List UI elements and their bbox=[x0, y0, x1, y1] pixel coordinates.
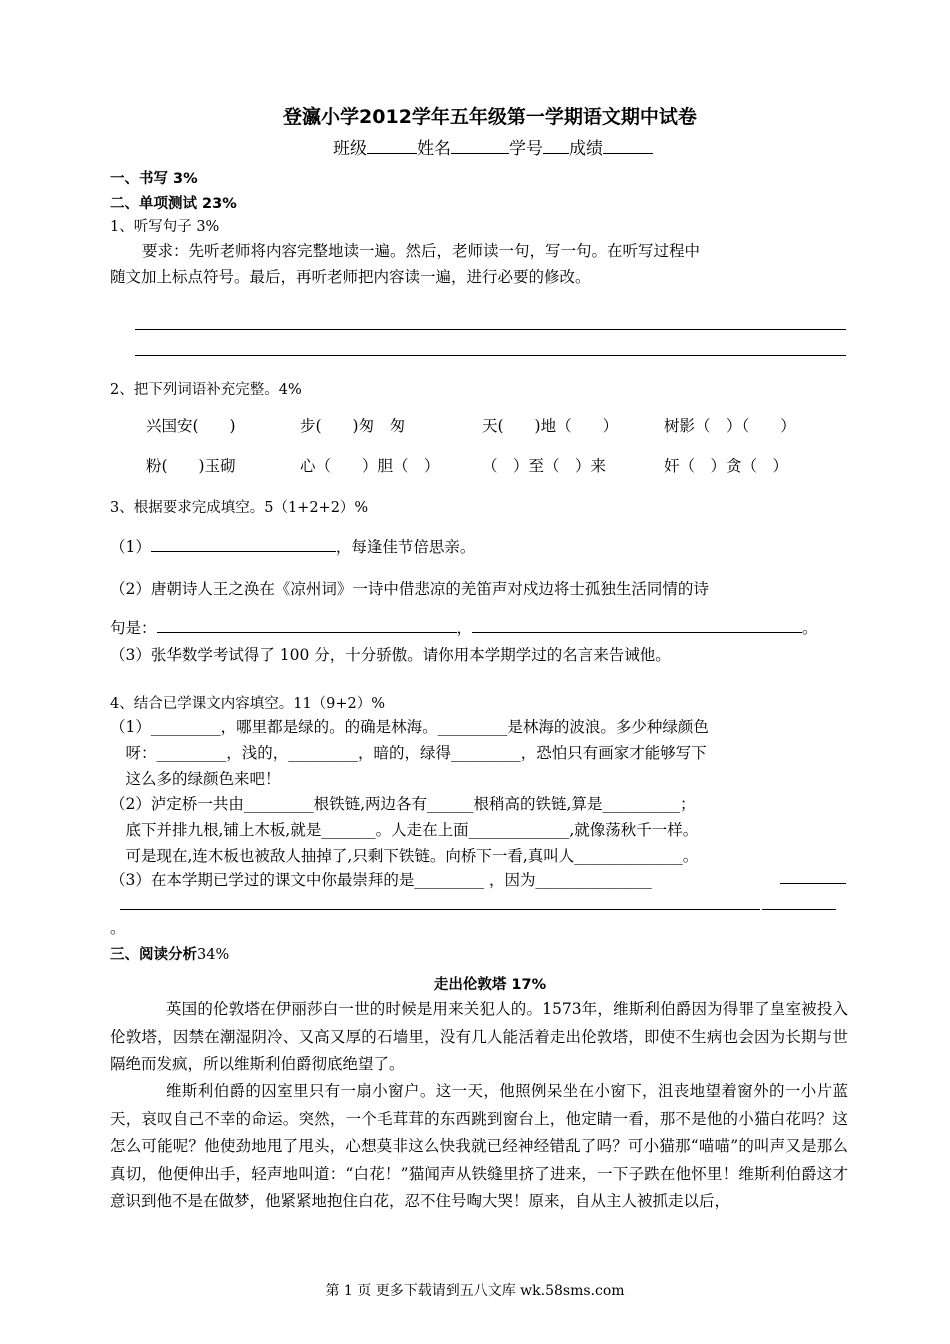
name-blank[interactable] bbox=[451, 152, 509, 154]
q4-line[interactable]: （1）_________，哪里都是绿的。的确是林海。_________是林海的波浪。多少种绿颜色 bbox=[110, 718, 709, 736]
q3-item-1-label: （1） bbox=[110, 538, 151, 556]
q3-item-2-prefix: 句是： bbox=[110, 619, 157, 637]
idiom-3[interactable]: 天( )地（ ） bbox=[482, 417, 619, 435]
q4-answer-line-end[interactable] bbox=[780, 883, 846, 884]
q4-line[interactable]: 呀：_________，浅的，_________，暗的，绿得_________，恐怕只有画家才能够写下 bbox=[110, 744, 707, 762]
q4-line[interactable]: （2）泸定桥一共由_________根铁链,两边各有______根稍高的铁链,算是__________； bbox=[110, 795, 696, 813]
student-info-fields bbox=[333, 134, 653, 159]
q3-title: 3、根据要求完成填空。5（1+2+2）% bbox=[110, 500, 369, 516]
page-title: 登瀛小学2012学年五年级第一学期语文期中试卷 bbox=[283, 106, 697, 128]
idiom-6[interactable]: 心（ ）胆（ ） bbox=[300, 457, 440, 475]
q3-item-2-comma: ， bbox=[456, 619, 473, 637]
class-blank[interactable] bbox=[367, 152, 417, 154]
q1-title: 1、听写句子 3% bbox=[110, 219, 220, 235]
section-3-heading bbox=[110, 943, 229, 964]
passage-paragraph-1: 英国的伦敦塔在伊丽莎白一世的时候是用来关犯人的。1573年，维斯利伯爵因为得罪了皇室被投入伦敦塔，因禁在潮湿阴冷、又高又厚的石墙里，没有几人能活着走出伦敦塔，即使不生病也会因为长期与世隔绝而发疯，所以维斯利伯爵彻底绝望了。 bbox=[110, 1000, 848, 1073]
passage-paragraph-2: 维斯利伯爵的囚室里只有一扇小窗户。这一天，他照例呆坐在小窗下，沮丧地望着窗外的一小片蓝天，哀叹自己不幸的命运。突然，一个毛茸茸的东西跳到窗台上，他定睛一看，那不是他的小猫白花吗？这怎么可能呢？他使劲地甩了甩头，心想莫非这么快我就已经神经错乱了吗？可小猫那“喵喵”的叫声又是那么真切，他便伸出手，轻声地叫道：“白花！”猫闻声从铁缝里挤了进来，一下子跌在他怀里！维斯利伯爵这才意识到他不是在做梦，他紧紧地抱住白花，忍不住号啕大哭！原来，自从主人被抓走以后， bbox=[110, 1082, 848, 1210]
q3-item-2-answer bbox=[110, 616, 818, 638]
q4-title: 4、结合已学课文内容填空。11（9+2）% bbox=[110, 696, 386, 712]
dictation-line-2[interactable] bbox=[135, 355, 846, 356]
name-label: 姓名 bbox=[417, 139, 451, 159]
section-2-heading: 二、单项测试 23% bbox=[110, 196, 237, 212]
q2-title: 2、把下列词语补充完整。4% bbox=[110, 382, 302, 398]
idiom-2[interactable]: 步( )匆 匆 bbox=[300, 417, 406, 435]
q3-item-2-end: 。 bbox=[802, 619, 818, 637]
section-3-heading-text: 三、阅读分析 bbox=[110, 947, 197, 963]
q3-item-1 bbox=[110, 535, 475, 557]
idiom-4[interactable]: 树影（ ）（ ） bbox=[664, 417, 796, 435]
passage-title: 走出伦敦塔 17% bbox=[433, 977, 547, 993]
q4-line: 这么多的绿颜色来吧！ bbox=[110, 770, 281, 788]
score-label: 成绩 bbox=[569, 139, 603, 159]
q4-line[interactable]: 底下并排九根,铺上木板,就是_______。人走在上面_____________,就像荡秋千一样。 bbox=[110, 821, 699, 839]
idiom-8[interactable]: 奸（ ）贪（ ） bbox=[664, 457, 789, 475]
q3-item-2-text: （2）唐朝诗人王之涣在《凉州词》一诗中借悲凉的羌笛声对戍边将士孤独生活同情的诗 bbox=[110, 580, 709, 598]
student-number-blank[interactable] bbox=[543, 152, 569, 154]
idiom-1[interactable]: 兴国安( ) bbox=[146, 417, 236, 435]
student-number-label: 学号 bbox=[509, 139, 543, 159]
q3-item-1-blank[interactable] bbox=[151, 550, 336, 552]
section-3-heading-percent: 34% bbox=[197, 947, 230, 963]
q4-answer-line[interactable] bbox=[120, 909, 760, 910]
q4-end-mark: 。 bbox=[110, 919, 126, 937]
q4-line[interactable]: （3）在本学期已学过的课文中你最崇拜的是_________ ，因为_______________ bbox=[110, 871, 652, 889]
idiom-5[interactable]: 粉( )玉砌 bbox=[146, 457, 236, 475]
q3-item-2-blank-b[interactable] bbox=[472, 631, 802, 633]
q1-instruction-line1: 要求：先听老师将内容完整地读一遍。然后，老师读一句，写一句。在听写过程中 bbox=[142, 242, 701, 260]
q4-line[interactable]: 可是现在,连木板也被敌人抽掉了,只剩下铁链。向桥下一看,真叫人______________。 bbox=[110, 847, 699, 865]
class-label: 班级 bbox=[333, 139, 367, 159]
q1-instruction-line2: 随文加上标点符号。最后，再听老师把内容读一遍，进行必要的修改。 bbox=[110, 268, 591, 286]
q3-item-1-text: ，每逢佳节倍思亲。 bbox=[335, 538, 476, 556]
idiom-7[interactable]: （ ）至（ ）来 bbox=[482, 457, 607, 475]
q3-item-3-text: （3）张华数学考试得了 100 分，十分骄傲。请你用本学期学过的名言来告诫他。 bbox=[110, 646, 671, 664]
q4-answer-line-short[interactable] bbox=[762, 909, 836, 910]
section-1-heading: 一、书写 3% bbox=[110, 171, 198, 187]
dictation-line-1[interactable] bbox=[135, 329, 846, 330]
page-footer: 第 1 页 更多下载请到五八文库 wk.58sms.com bbox=[325, 1283, 625, 1299]
score-blank[interactable] bbox=[603, 152, 653, 154]
q3-item-2-blank-a[interactable] bbox=[157, 631, 457, 633]
